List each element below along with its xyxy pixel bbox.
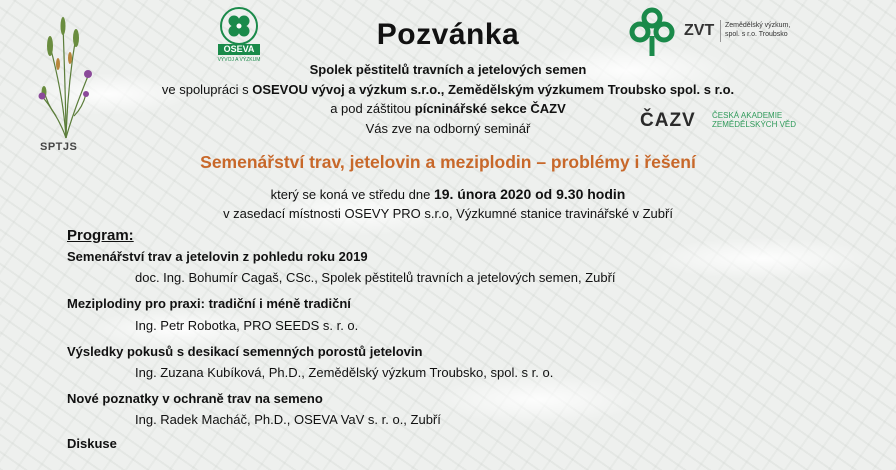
program-item-title: Výsledky pokusů s desikací semenných porostů jetelovin (67, 344, 423, 359)
seminar-venue: v zasedací místnosti OSEVY PRO s.r.o, Výzkumné stanice travinářské v Zubří (223, 206, 673, 221)
seminar-date-line (0, 186, 896, 202)
zvt-sub2: spol. s r.o. Troubsko (725, 31, 788, 38)
sptjs-label: SPTJS (40, 141, 78, 153)
program-item-title: Nové poznatky v ochraně trav na semeno (67, 391, 323, 406)
invite-line: Vás zve na odborný seminář (365, 121, 531, 136)
program-item-title: Semenářství trav a jetelovin z pohledu roku 2019 (67, 249, 368, 264)
zvt-name: ZVT (684, 22, 715, 39)
oseva-name-text: OSEVA (223, 44, 255, 54)
page-title: Pozvánka (376, 18, 520, 51)
cooperation-prefix: ve spolupráci s (161, 82, 253, 97)
cooperation-partners: OSEVOU vývoj a výzkum s.r.o., Zemědělským výzkumem Troubsko spol. s r.o. (252, 82, 735, 97)
patronage-section: pícninářské sekce ČAZV (414, 101, 566, 116)
program-item-speaker: Ing. Zuzana Kubíková, Ph.D., Zemědělský výzkum Troubsko, spol. s r. o. (135, 365, 554, 380)
seminar-date-prefix: který se koná ve středu dne (270, 187, 434, 202)
seminar-date: 19. února 2020 od 9.30 hodin (433, 186, 626, 202)
patronage-prefix: a pod záštitou (330, 101, 415, 116)
program-closing: Diskuse (67, 436, 117, 451)
program-item-speaker: Ing. Radek Macháč, Ph.D., OSEVA VaV s. r. o., Zubří (135, 412, 441, 427)
patronage-line (0, 101, 896, 116)
cooperation-line (0, 82, 896, 97)
program-item-speaker: doc. Ing. Bohumír Cagaš, CSc., Spolek pěstitelů travních a jetelových semen, Zubří (135, 270, 616, 285)
oseva-sub: VÝVOJ A VÝZKUM (217, 57, 261, 63)
organizer-line: Spolek pěstitelů travních a jetelových semen (309, 62, 587, 77)
cazv-name: ČAZV (640, 110, 696, 131)
cazv-sub2: ZEMĚDĚLSKÝCH VĚD (712, 120, 797, 129)
program-heading: Program: (67, 227, 134, 244)
seminar-title: Semenářství trav, jetelovin a meziplodin – problémy i řešení (200, 152, 696, 172)
cazv-sub1: ČESKÁ AKADEMIE (712, 111, 783, 120)
program-item-speaker: Ing. Petr Robotka, PRO SEEDS s. r. o. (135, 318, 359, 333)
zvt-sub1: Zemědělský výzkum, (725, 22, 791, 29)
program-item-title: Meziplodiny pro praxi: tradiční i méně tradiční (67, 296, 351, 311)
